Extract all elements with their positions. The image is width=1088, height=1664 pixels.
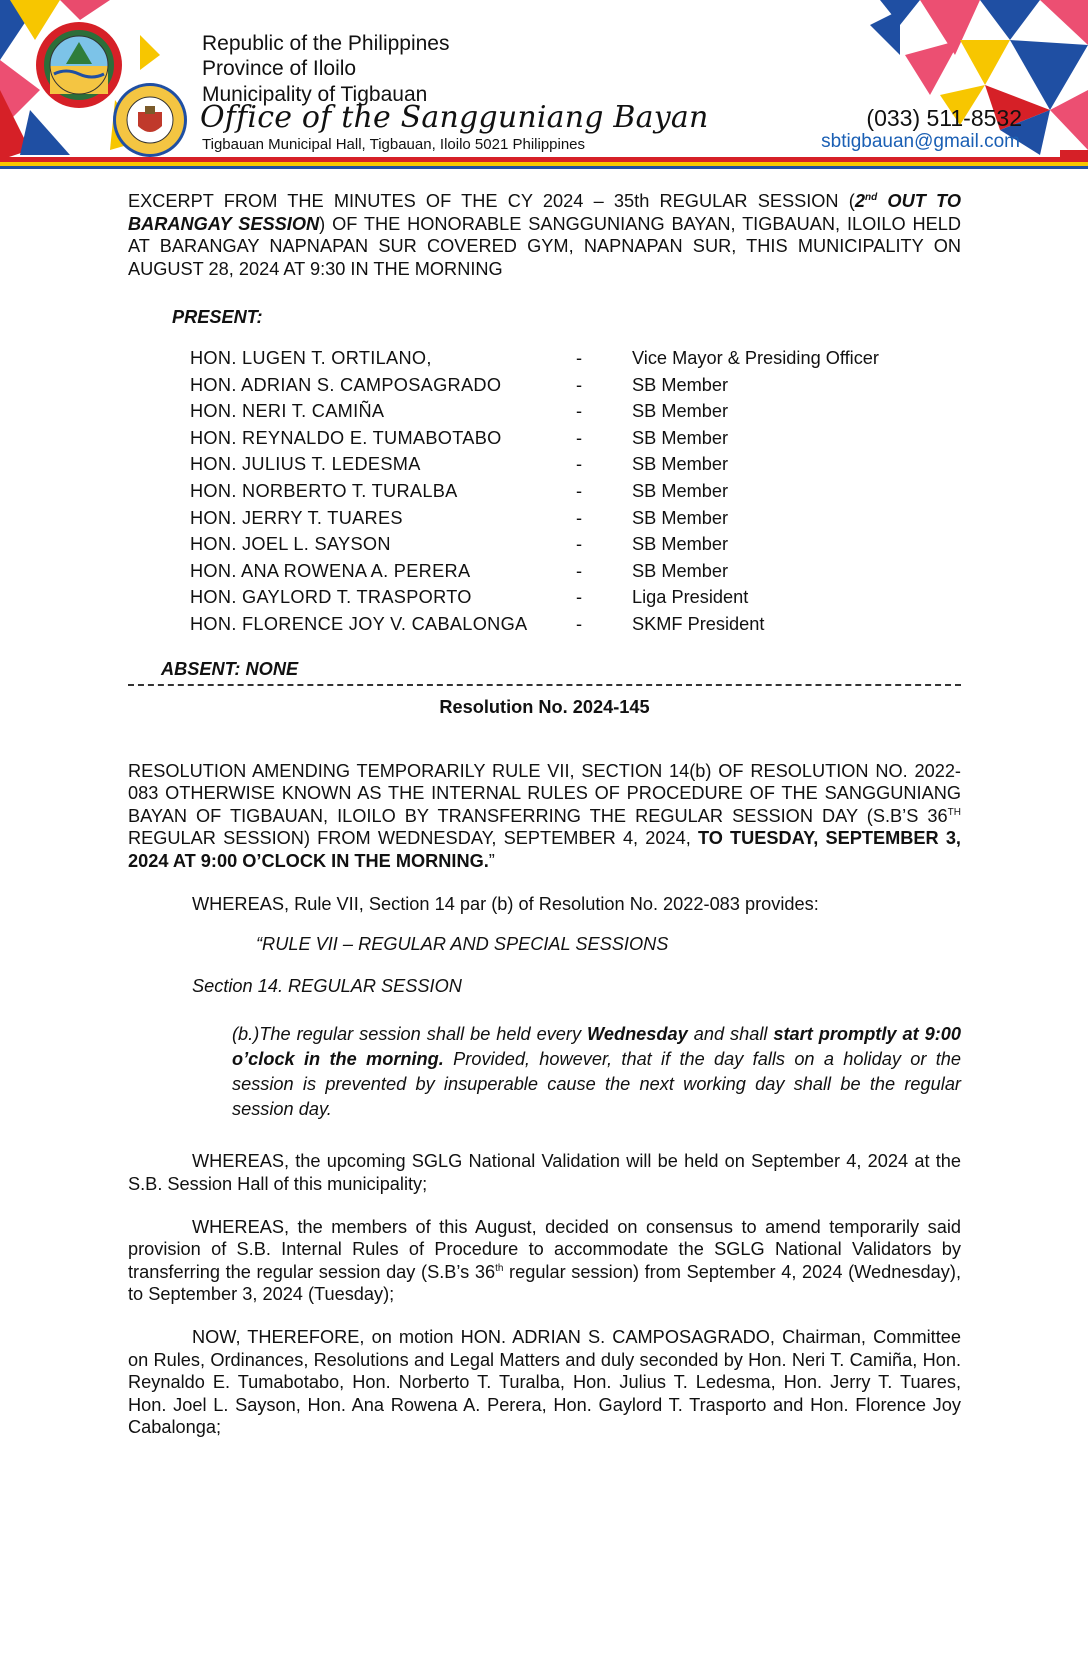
attendee-dash: - [576, 587, 583, 608]
attendee-dash: - [576, 401, 583, 422]
quote-text-a: (b.)The regular session shall be held every [232, 1024, 588, 1045]
absent-heading: ABSENT: NONE [161, 658, 299, 679]
attendee-row [190, 505, 879, 532]
attendee-position: SKMF President [632, 613, 765, 634]
header-email: sbtigbauan@gmail.com [821, 131, 1020, 152]
header-band-blue [0, 166, 1088, 169]
header-address: Tigbauan Municipal Hall, Tigbauan, Iloilo 5021 Philippines [202, 136, 586, 153]
excerpt-ordinal: 2 [854, 191, 865, 211]
resolution-number: Resolution No. 2024-145 [439, 697, 650, 718]
attendee-position: SB Member [632, 480, 729, 501]
now-therefore: NOW, THEREFORE, on motion HON. ADRIAN S. CAMPOSAGRADO, Chairman, Committee on Rules, Ordinances, Resolutions and Legal Matters and duly seconded by Hon. Neri T. Camiña, Hon. Reynaldo E. Tumabotabo, Hon. Norberto T. Turalba, Hon. Julius T. Ledesma, Hon. Jerry T. Tuares, Hon. Joel L. Sayson, Hon. Ana Rowena A. Perera, Hon. Gaylord T. Trasporto and Hon. Florence Joy Cabalonga; [128, 1327, 961, 1438]
whereas-members-suffix: th [495, 1262, 504, 1274]
attendee-dash: - [576, 507, 583, 528]
whereas-rule: WHEREAS, Rule VII, Section 14 par (b) of Resolution No. 2022-083 provides: [192, 893, 819, 914]
quoted-provision [232, 1022, 961, 1122]
sangguniang-bayan-seal-icon [112, 82, 188, 158]
attendee-position: SB Member [632, 560, 729, 581]
present-heading: PRESENT: [172, 307, 263, 328]
whereas-sglg: WHEREAS, the upcoming SGLG National Validation will be held on September 4, 2024 at the S.B. Session Hall of this municipality; [128, 1151, 961, 1195]
header-republic: Republic of the Philippines [202, 32, 450, 55]
header-phone: (033) 511-8532 [866, 105, 1022, 131]
attendee-row [190, 531, 879, 558]
attendance-table [190, 345, 879, 638]
excerpt-text-1: EXCERPT FROM THE MINUTES OF THE CY 2024 – 35th REGULAR SESSION ( [128, 191, 855, 211]
attendee-row [190, 425, 879, 452]
attendee-row [190, 398, 879, 425]
excerpt-ordinal-suffix: nd [864, 191, 878, 203]
title-ordinal-suffix: TH [947, 806, 961, 818]
attendee-position: SB Member [632, 427, 729, 448]
title-close-quote: ” [488, 851, 495, 872]
attendee-row [190, 345, 879, 372]
attendee-name: HON. FLORENCE JOY V. CABALONGA [190, 613, 528, 634]
attendee-position: SB Member [632, 401, 729, 422]
attendee-row [190, 611, 879, 638]
letterhead [0, 0, 1088, 175]
attendee-dash: - [576, 560, 583, 581]
whereas-members-text-2: regular session) from September 4, 2024 (Wednesday), to September 3, 2024 (Tuesday); [128, 1261, 961, 1305]
attendee-position: SB Member [632, 534, 729, 555]
whereas-members-text-1: WHEREAS, the members of this August, decided on consensus to amend temporarily said provision of S.B. Internal Rules of Procedure to accommodate the SGLG National Validators by transferring the regular session day (S.B’s 36 [128, 1216, 961, 1282]
attendee-dash: - [576, 347, 583, 368]
attendee-name: HON. NERI T. CAMIÑA [190, 401, 385, 422]
attendee-name: HON. LUGEN T. ORTILANO, [190, 347, 432, 368]
attendee-name: HON. JULIUS T. LEDESMA [190, 454, 421, 475]
attendee-row [190, 451, 879, 478]
excerpt-paragraph [128, 190, 961, 280]
attendee-position: SB Member [632, 507, 729, 528]
attendee-position: Vice Mayor & Presiding Officer [632, 347, 879, 368]
attendee-name: HON. REYNALDO E. TUMABOTABO [190, 427, 502, 448]
attendee-dash: - [576, 454, 583, 475]
attendee-row [190, 558, 879, 585]
attendee-name: HON. JOEL L. SAYSON [190, 534, 391, 555]
attendee-row [190, 584, 879, 611]
attendee-position: SB Member [632, 374, 729, 395]
title-new-schedule: TO TUESDAY, SEPTEMBER 3, 2024 AT 9:00 O’CLOCK IN THE MORNING. [128, 828, 961, 872]
attendee-name: HON. GAYLORD T. TRASPORTO [190, 587, 472, 608]
quote-text-e: Provided, however, that if the day falls on a holiday or the session is prevented by insuperable cause the next working day shall be the regular session day. [232, 1049, 961, 1120]
municipal-seal-icon [36, 22, 122, 108]
quote-text-c: and shall [687, 1024, 774, 1045]
attendee-dash: - [576, 534, 583, 555]
attendee-dash: - [576, 374, 583, 395]
document-body [128, 190, 961, 1439]
attendee-row [190, 478, 879, 505]
attendee-position: SB Member [632, 454, 729, 475]
attendee-name: HON. JERRY T. TUARES [190, 507, 403, 528]
section-heading: Section 14. REGULAR SESSION [192, 975, 462, 996]
header-office-name: Office of the Sangguniang Bayan [200, 100, 709, 135]
header-province: Province of Iloilo [202, 57, 357, 80]
whereas-members [128, 1216, 961, 1306]
resolution-title [128, 760, 961, 873]
title-text-2: REGULAR SESSION) FROM WEDNESDAY, SEPTEMBER 4, 2024, [128, 828, 698, 849]
quote-time: start promptly at 9:00 o’clock in the morning. [232, 1024, 961, 1070]
title-text-1: RESOLUTION AMENDING TEMPORARILY RULE VII, SECTION 14(b) OF RESOLUTION NO. 2022-083 OTHERWISE KNOWN AS THE INTERNAL RULES OF PROCEDURE OF THE SANGGUNIANG BAYAN OF TIGBAUAN, ILOILO BY TRANSFERRING THE REGULAR SESSION DAY (S.B’S 36 [128, 760, 961, 826]
attendee-name: HON. NORBERTO T. TURALBA [190, 480, 458, 501]
header-municipality: Municipality of Tigbauan [202, 83, 428, 106]
quote-heading: “RULE VII – REGULAR AND SPECIAL SESSIONS [256, 934, 669, 955]
dashed-divider [128, 684, 961, 686]
quote-day: Wednesday [587, 1024, 688, 1045]
attendee-name: HON. ADRIAN S. CAMPOSAGRADO [190, 374, 502, 395]
attendee-name: HON. ANA ROWENA A. PERERA [190, 560, 471, 581]
attendee-row [190, 372, 879, 399]
attendee-dash: - [576, 613, 583, 634]
attendee-position: Liga President [632, 587, 749, 608]
attendee-dash: - [576, 427, 583, 448]
excerpt-session-type: OUT TO BARANGAY SESSION [128, 191, 961, 234]
excerpt-text-2: ) OF THE HONORABLE SANGGUNIANG BAYAN, TIGBAUAN, ILOILO HELD AT BARANGAY NAPNAPAN SUR COVERED GYM, NAPNAPAN SUR, THIS MUNICIPALITY ON AUGUST 28, 2024 AT 9:30 IN THE MORNING [128, 213, 961, 279]
attendee-dash: - [576, 480, 583, 501]
